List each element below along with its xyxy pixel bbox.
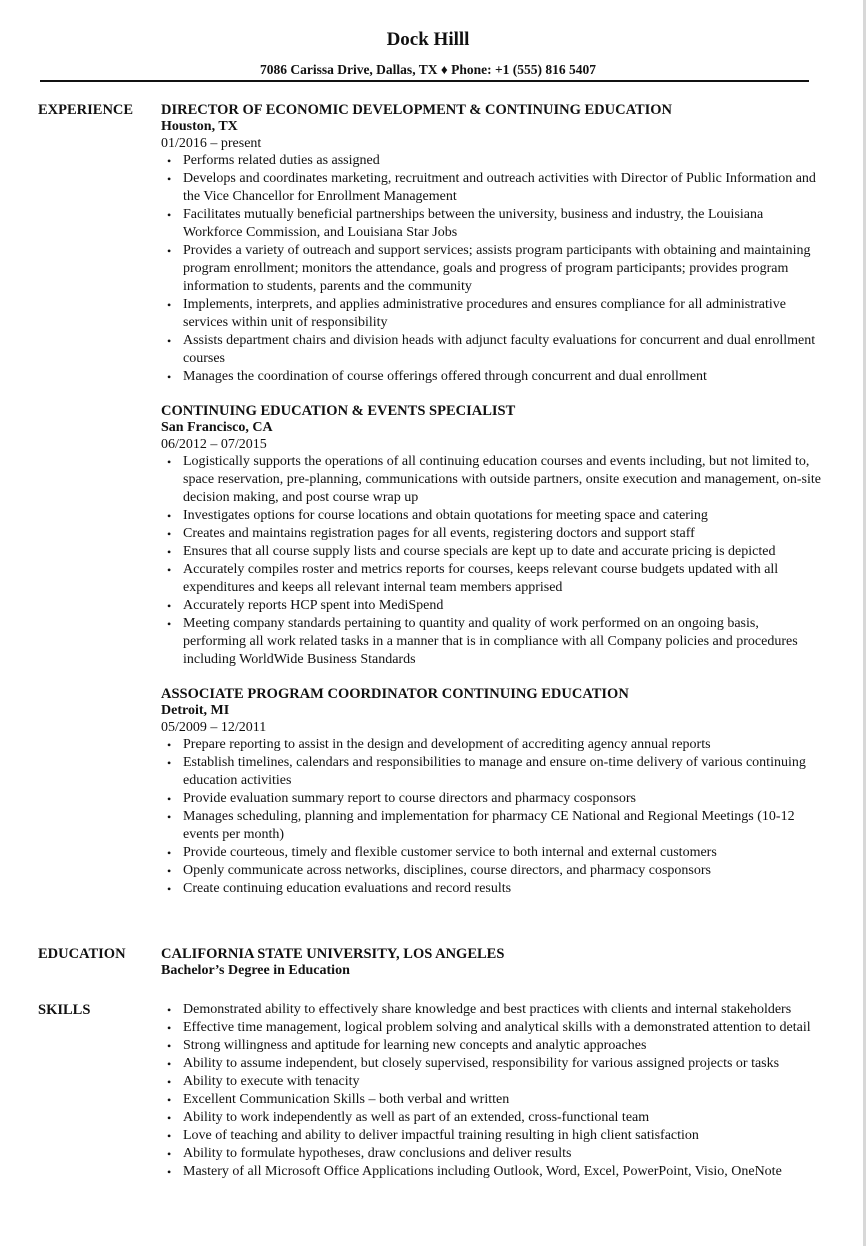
skill-text: Ability to formulate hypotheses, draw conclusions and deliver results [183, 1146, 572, 1161]
list-item [161, 1145, 821, 1163]
duty-text: Implements, interprets, and applies administrative procedures and ensures compliance for all administrative services within unit of responsibility [183, 297, 786, 330]
skill-text: Ability to work independently as well as part of an extended, cross-functional team [183, 1110, 650, 1125]
education-body [161, 945, 821, 979]
skill-text: Mastery of all Microsoft Office Applications including Outlook, Word, Excel, PowerPoint, Visio, OneNote [183, 1164, 782, 1179]
list-item [161, 332, 821, 368]
list-item [161, 808, 821, 844]
degree-name: Bachelor’s Degree in Education [161, 963, 350, 978]
skills-list [161, 1001, 821, 1181]
list-item [161, 844, 821, 862]
duty-text: Accurately compiles roster and metrics reports for courses, keeps relevant course budgets updated with all expenditures and keeps all relevant internal team members apprised [183, 562, 779, 595]
bullet-icon: • [167, 599, 172, 613]
bullet-icon: • [167, 1039, 172, 1053]
list-item [161, 170, 821, 206]
duty-text: Provide courteous, timely and flexible customer service to both internal and external customers [183, 845, 717, 860]
list-item [161, 1019, 821, 1037]
skill-text: Strong willingness and aptitude for learning new concepts and analytic approaches [183, 1038, 647, 1053]
list-item [161, 296, 821, 332]
list-item [161, 862, 821, 880]
list-item [161, 754, 821, 790]
job-location: Houston, TX [161, 119, 238, 134]
experience-body [161, 101, 821, 914]
duty-text: Logistically supports the operations of all continuing education courses and events including, but not limited to, space reservation, pre-planning, communications with outside partners, onsite execution and management, on-site decision making, and post course wrap up [183, 454, 821, 505]
job-dates: 05/2009 – 12/2011 [161, 720, 267, 735]
skills-heading: SKILLS [38, 1002, 91, 1018]
job-duties-list [161, 736, 821, 898]
bullet-icon: • [167, 1147, 172, 1161]
bullet-icon: • [167, 334, 172, 348]
skills-body [161, 1001, 821, 1181]
bullet-icon: • [167, 208, 172, 222]
list-item [161, 525, 821, 543]
job-duties-list [161, 152, 821, 386]
skill-text: Ability to execute with tenacity [183, 1074, 360, 1089]
duty-text: Develops and coordinates marketing, recruitment and outreach activities with Director of Public Information and the Vice Chancellor for Enrollment Management [183, 171, 816, 204]
job-dates: 06/2012 – 07/2015 [161, 437, 267, 452]
bullet-icon: • [167, 738, 172, 752]
job-title: ASSOCIATE PROGRAM COORDINATOR CONTINUING EDUCATION [161, 686, 629, 702]
list-item [161, 242, 821, 296]
duty-text: Provide evaluation summary report to course directors and pharmacy cosponsors [183, 791, 636, 806]
bullet-icon: • [167, 563, 172, 577]
list-item [161, 507, 821, 525]
duty-text: Ensures that all course supply lists and course specials are kept up to date and accurate pricing is depicted [183, 544, 776, 559]
duty-text: Prepare reporting to assist in the design and development of accrediting agency annual reports [183, 737, 711, 752]
list-item [161, 561, 821, 597]
bullet-icon: • [167, 1165, 172, 1179]
duty-text: Openly communicate across networks, disciplines, course directors, and pharmacy cosponsors [183, 863, 711, 878]
job-title: CONTINUING EDUCATION & EVENTS SPECIALIST [161, 403, 516, 419]
list-item [161, 1001, 821, 1019]
bullet-icon: • [167, 545, 172, 559]
bullet-icon: • [167, 527, 172, 541]
duty-text: Facilitates mutually beneficial partnerships between the university, business and industry, the Louisiana Workforce Commission, and Louisiana Star Jobs [183, 207, 764, 240]
skill-text: Love of teaching and ability to deliver impactful training resulting in high client satisfaction [183, 1128, 699, 1143]
duty-text: Manages the coordination of course offerings offered through concurrent and dual enrollment [183, 369, 707, 384]
duty-text: Provides a variety of outreach and support services; assists program participants with obtaining and maintaining program enrollment; monitors the attendance, goals and progress of program participants; provides program information to students, parents and the community [183, 243, 811, 294]
list-item [161, 790, 821, 808]
duty-text: Meeting company standards pertaining to quantity and quality of work performed on an ongoing basis, performing all work related tasks in a manner that is in compliance with all Company policies and procedures including WorldWide Business Standards [183, 616, 798, 667]
duty-text: Assists department chairs and division heads with adjunct faculty evaluations for concurrent and dual enrollment courses [183, 333, 816, 366]
list-item [161, 1073, 821, 1091]
job-entry [161, 685, 821, 898]
bullet-icon: • [167, 298, 172, 312]
duty-text: Create continuing education evaluations and record results [183, 881, 512, 896]
duty-text: Accurately reports HCP spent into MediSpend [183, 598, 444, 613]
duty-text: Investigates options for course locations and obtain quotations for meeting space and catering [183, 508, 708, 523]
bullet-icon: • [167, 617, 172, 631]
bullet-icon: • [167, 509, 172, 523]
job-location: Detroit, MI [161, 703, 230, 718]
duty-text: Performs related duties as assigned [183, 153, 380, 168]
list-item [161, 880, 821, 898]
bullet-icon: • [167, 1093, 172, 1107]
school-name: CALIFORNIA STATE UNIVERSITY, LOS ANGELES [161, 946, 505, 962]
bullet-icon: • [167, 154, 172, 168]
duty-text: Establish timelines, calendars and responsibilities to manage and ensure on-time delivery of various continuing education activities [183, 755, 806, 788]
bullet-icon: • [167, 846, 172, 860]
bullet-icon: • [167, 1075, 172, 1089]
bullet-icon: • [167, 864, 172, 878]
skill-text: Effective time management, logical problem solving and analytical skills with a demonstrated attention to detail [183, 1020, 811, 1035]
bullet-icon: • [167, 1057, 172, 1071]
bullet-icon: • [167, 172, 172, 186]
job-location: San Francisco, CA [161, 420, 273, 435]
job-title: DIRECTOR OF ECONOMIC DEVELOPMENT & CONTINUING EDUCATION [161, 102, 673, 118]
candidate-name: Dock Hilll [386, 29, 470, 50]
list-item [161, 368, 821, 386]
bullet-icon: • [167, 792, 172, 806]
bullet-icon: • [167, 1129, 172, 1143]
experience-heading: EXPERIENCE [38, 102, 134, 118]
bullet-icon: • [167, 756, 172, 770]
list-item [161, 597, 821, 615]
list-item [161, 1109, 821, 1127]
list-item [161, 615, 821, 669]
bullet-icon: • [167, 810, 172, 824]
job-entry [161, 402, 821, 669]
list-item [161, 1037, 821, 1055]
duty-text: Manages scheduling, planning and implementation for pharmacy CE National and Regional Meetings (10-12 events per month) [183, 809, 795, 842]
list-item [161, 543, 821, 561]
skill-text: Demonstrated ability to effectively share knowledge and best practices with clients and internal stakeholders [183, 1002, 792, 1017]
header-divider [40, 80, 809, 82]
job-entry [161, 101, 821, 386]
job-duties-list [161, 453, 821, 669]
bullet-icon: • [167, 882, 172, 896]
list-item [161, 1127, 821, 1145]
job-dates: 01/2016 – present [161, 136, 262, 151]
list-item [161, 453, 821, 507]
education-heading: EDUCATION [38, 946, 126, 962]
skill-text: Excellent Communication Skills – both verbal and written [183, 1092, 510, 1107]
list-item [161, 1163, 821, 1181]
list-item [161, 206, 821, 242]
bullet-icon: • [167, 1111, 172, 1125]
skill-text: Ability to assume independent, but closely supervised, responsibility for various assigned projects or tasks [183, 1056, 780, 1071]
list-item [161, 1091, 821, 1109]
contact-line: 7086 Carissa Drive, Dallas, TX ♦ Phone: +1 (555) 816 5407 [259, 62, 597, 77]
list-item [161, 736, 821, 754]
bullet-icon: • [167, 1021, 172, 1035]
bullet-icon: • [167, 370, 172, 384]
bullet-icon: • [167, 455, 172, 469]
list-item [161, 152, 821, 170]
bullet-icon: • [167, 1003, 172, 1017]
list-item [161, 1055, 821, 1073]
duty-text: Creates and maintains registration pages for all events, registering doctors and support staff [183, 526, 695, 541]
bullet-icon: • [167, 244, 172, 258]
